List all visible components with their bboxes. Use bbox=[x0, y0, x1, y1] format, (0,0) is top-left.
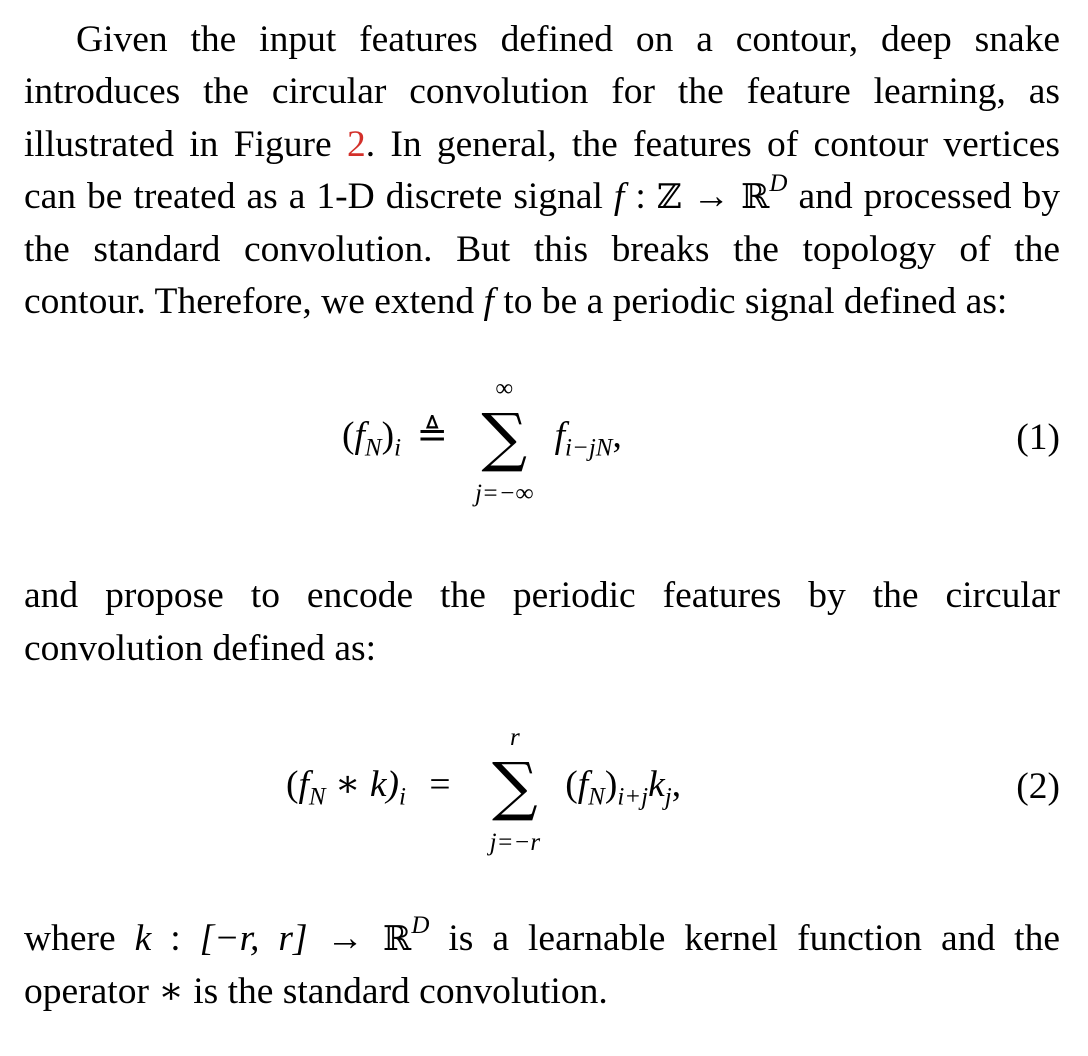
summation-1: ∞ ∑ j=−∞ bbox=[474, 375, 534, 508]
math-f: f bbox=[483, 281, 494, 323]
figure-reference-link[interactable]: 2 bbox=[346, 123, 366, 165]
math-signal-definition: f : ℤ → ℝ$^D$ bbox=[613, 169, 788, 218]
equation-2-number: (2) bbox=[1016, 766, 1060, 808]
equation-2-body: ($f_N$ ∗ $k)_i$ = r ∑ j=−r $(f_N)_{i+j}k_j$, bbox=[286, 724, 682, 857]
equation-1 bbox=[24, 375, 1060, 538]
convolution-operator: ∗ bbox=[158, 970, 184, 1012]
math-kernel-definition: k : [−r, r] → ℝ$^D$ bbox=[134, 911, 430, 960]
paragraph-1-text-b: . In general, the features of contour vertices can be treated as a 1-D discrete signal bbox=[24, 123, 1061, 218]
paragraph-1-text-d: to be a periodic signal defined as: bbox=[493, 281, 1008, 323]
equation-1-body: $(f_N)_i$ ≜ ∞ ∑ j=−∞ $f_{i-jN}$, bbox=[342, 375, 622, 508]
paragraph-1-text-c: and processed by the standard convolution. But this breaks the topology of the contour. Therefore, we extend bbox=[24, 176, 1061, 323]
paragraph-1 bbox=[24, 14, 1060, 328]
equation-2 bbox=[24, 724, 1060, 883]
paragraph-3: where k : [−r, r] → ℝ$^D$ is a learnable kernel function and the operator ∗ is the standard convolution. bbox=[24, 911, 1060, 1012]
equation-1-number: (1) bbox=[1016, 417, 1060, 459]
paragraph-1-text-a: Given the input features defined on a contour, deep snake introduces the circular convolution for the feature learning, as illustrated in Figure bbox=[24, 19, 1060, 165]
paper-page bbox=[24, 14, 1060, 1018]
paragraph-2: and propose to encode the periodic features by the circular convolution defined as: bbox=[24, 575, 1060, 669]
summation-2: r ∑ j=−r bbox=[489, 724, 541, 857]
